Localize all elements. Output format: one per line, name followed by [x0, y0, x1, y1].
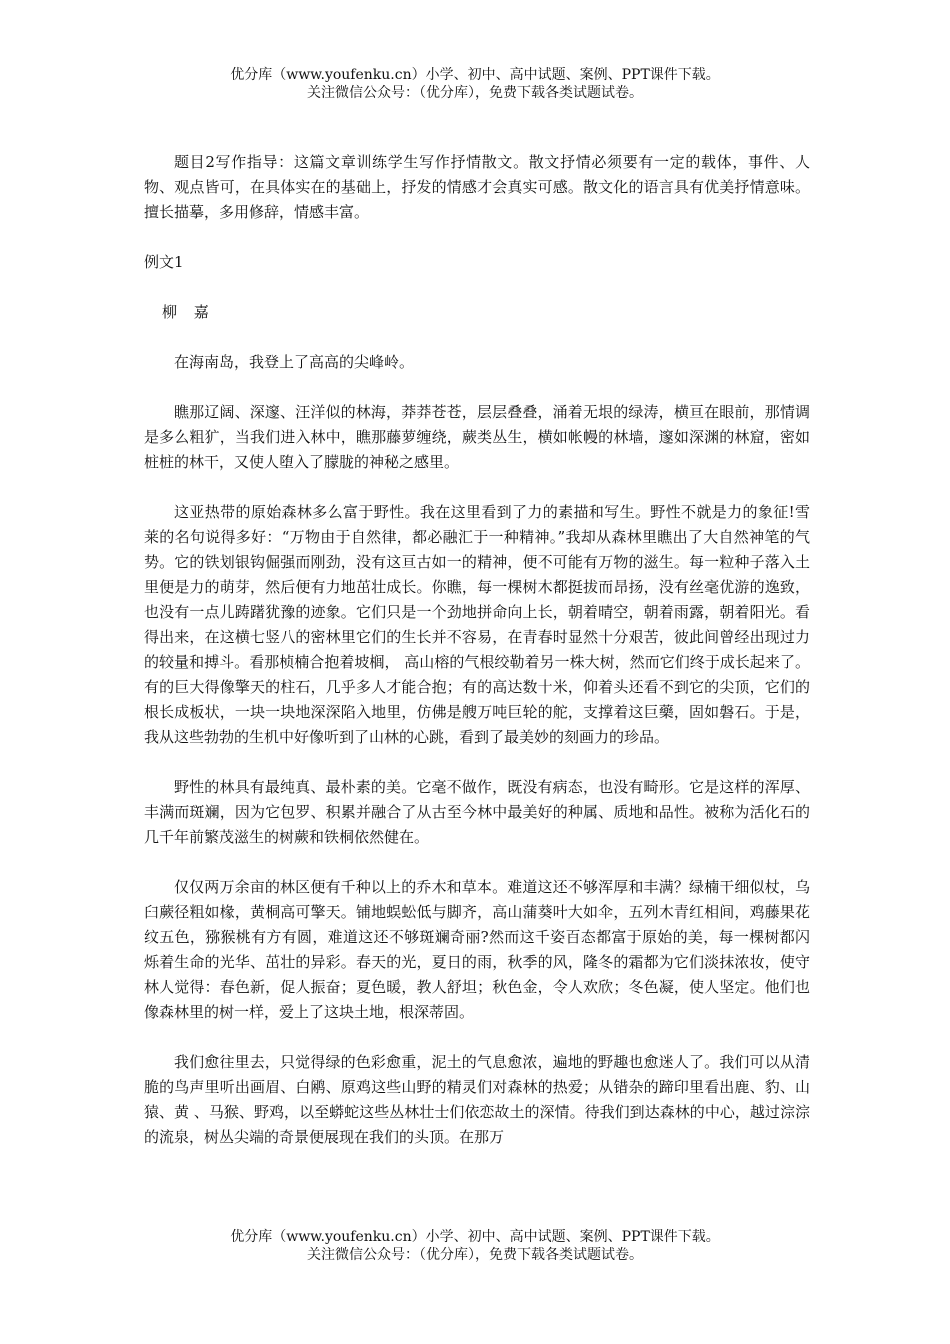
header-line-2: 关注微信公众号：（优分库），免费下载各类试题试卷。 — [307, 85, 643, 101]
author-name-text: 柳 嘉 — [162, 303, 215, 321]
footer-line-1: 优分库（www.youfenku.cn）小学、初中、高中试题、案例、PPT课件下载。 — [230, 1229, 720, 1245]
author-name — [144, 300, 810, 325]
paragraph-3: 这亚热带的原始森林多么富于野性。我在这里看到了力的素描和写生。野性不就是力的象征!雪莱的名句说得多好：“万物由于自然律，都必融汇于一种精神。”我却从森林里瞧出了大自然神笔的气势。它的铁划银钩倔强而刚劲，没有这亘古如一的精神，便不可能有万物的滋生。每一粒种子落入土里便是力的萌芽，然后便有力地茁壮成长。你瞧，每一棵树木都挺拔而昂扬，没有丝毫优游的逸致，也没有一点儿踌躇犹豫的迹象。它们只是一个劲地拼命向上长，朝着晴空，朝着雨露，朝着阳光。看得出来，在这横七竖八的密林里它们的生长并不容易，在青春时显然十分艰苦，彼此间曾经出现过力的较量和搏斗。看那桢楠合抱着坡榈， 高山榕的气根绞勒着另一株大树，然而它们终于成长起来了。有的巨大得像擎天的柱石，几乎多人才能合抱；有的高达数十米，仰着头还看不到它的尖顶，它们的根长成板状，一块一块地深深陷入地里，仿佛是艘万吨巨轮的舵，支撑着这巨藥，固如磐石。于是，我从这些勃勃的生机中好像听到了山林的心跳，看到了最美妙的刻画力的珍品。 — [144, 503, 810, 746]
footer-line-2: 关注微信公众号：（优分库），免费下载各类试题试卷。 — [307, 1247, 643, 1263]
paragraph-4: 野性的林具有最纯真、最朴素的美。它毫不做作，既没有病态，也没有畸形。它是这样的浑厚、丰满而斑斓，因为它包罗、积累并融合了从古至今林中最美好的种属、质地和品性。被称为活化石的几千年前繁茂滋生的树蕨和铁桐依然健在。 — [144, 778, 810, 846]
paragraph-5: 仅仅两万余亩的林区便有千种以上的乔木和草本。难道这还不够浑厚和丰满？绿楠干细似杖，乌臼蕨径粗如椽，黄桐高可擎天。铺地蜈蚣低与脚齐，高山蒲葵叶大如伞，五列木青红相间，鸡藤果花纹五色，猕猴桃有方有圆，难道这还不够斑斓奇丽?然而这千姿百态都富于原始的美，每一棵树都闪烁着生命的光华、茁壮的异彩。春天的光，夏日的雨，秋季的风，隆冬的霜都为它们淡抹浓妆，使守林人觉得：春色新，促人振奋；夏色暖，教人舒坦；秋色金，令人欢欣；冬色凝，使人坚定。他们也像森林里的树一样，爱上了这块土地，根深蒂固。 — [144, 878, 810, 1021]
example-label: 例文1 — [144, 253, 184, 271]
document-body — [144, 150, 810, 1175]
page-header — [0, 66, 950, 102]
paragraph-6: 我们愈往里去，只觉得绿的色彩愈重，泥土的气息愈浓，遍地的野趣也愈迷人了。我们可以从清脆的鸟声里听出画眉、白鹇、原鸡这些山野的精灵们对森林的热爱；从错杂的蹄印里看出鹿、豹、山猿、黄 、马猴、野鸡，以至蟒蛇这些丛林壮士们依恋故土的深情。待我们到达森林的中心，越过淙淙的流泉，树丛尖端的奇景便展现在我们的头顶。在那万 — [144, 1053, 810, 1146]
paragraph-1: 在海南岛，我登上了高高的尖峰岭。 — [174, 353, 415, 371]
paragraph-2: 瞧那辽阔、深邃、汪洋似的林海，莽莽苍苍，层层叠叠，涌着无垠的绿涛，横亘在眼前，那情调是多么粗犷，当我们进入林中，瞧那藤萝缠绕，蕨类丛生，横如帐幔的林墙，邃如深渊的林窟，密如桩桩的林干，又使人堕入了朦胧的神秘之感里。 — [144, 403, 810, 471]
writing-guidance: 题目2写作指导：这篇文章训练学生写作抒情散文。散文抒情必须要有一定的载体，事件、人物、观点皆可，在具体实在的基础上，抒发的情感才会真实可感。散文化的语言具有优美抒情意味。擅长描摹，多用修辞，情感丰富。 — [144, 153, 810, 221]
page-footer — [0, 1228, 950, 1264]
header-line-1: 优分库（www.youfenku.cn）小学、初中、高中试题、案例、PPT课件下载。 — [230, 67, 720, 83]
